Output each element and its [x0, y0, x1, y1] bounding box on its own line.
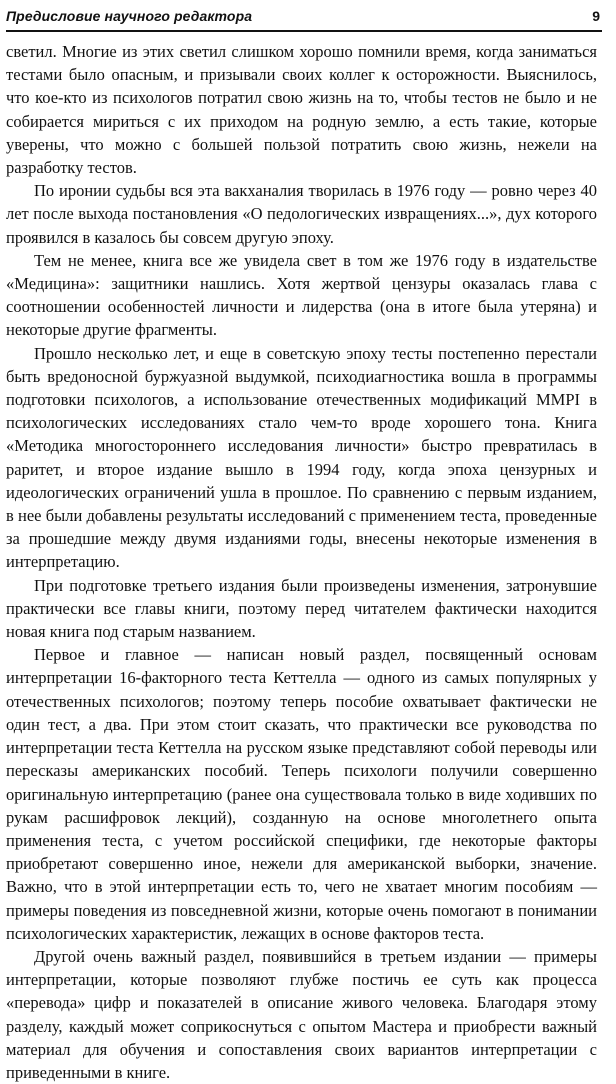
paragraph: По иронии судьбы вся эта вакханалия творилась в 1976 году — ровно через 40 лет после выхода постановления «О педологических извращениях...», дух которого проявился в казалось бы совсем другую эпоху.: [6, 181, 597, 247]
paragraph-continued: светил. Многие из этих светил слишком хорошо помнили время, когда заниматься тестами было опасным, и призывали своих коллег к осторожности. Выяснилось, что кое-кто из психологов потратил свою жизнь на то, чтобы тестов не было и не собирается мириться с их приходом на родную землю, а есть такие, которые уверены, что можно с большей пользой потратить свою жизнь, нежели на разработку тестов.: [6, 42, 597, 178]
running-header: [6, 4, 602, 32]
body-text: [6, 40, 597, 1084]
paragraph: Другой очень важный раздел, появившийся в третьем издании — примеры интерпретации, которые позволяют глубже постичь ее суть как процесса «перевода» цифр и показателей в описание живого человека. Благодаря этому разделу, каждый может соприкоснуться с опытом Мастера и приобрести важный материал для обучения и сопоставления своих вариантов интерпретации с приведенными в книге.: [6, 946, 597, 1082]
page-number: 9: [592, 8, 600, 24]
paragraph: При подготовке третьего издания были произведены изменения, затронувшие практически все главы книги, поэтому перед читателем фактически находится новая книга под старым названием.: [6, 575, 597, 642]
paragraph: Прошло несколько лет, и еще в советскую эпоху тесты постепенно перестали быть вредоносной буржуазной выдумкой, психодиагностика вошла в программы подготовки психологов, а использование отечественных модификаций MMPI в психологических исследованиях стало чем-то вроде хорошего тона. Книга «Методика многостороннего исследования личности» быстро превратилась в раритет, и второе издание вышло в 1994 году, когда эпоха цензурных и идеологических ограничений ушла в прошлое. По сравнению с первым изданием, в нее были добавлены результаты исследований с применением теста, проведенные за прошедшие между двумя изданиями годы, внесены некоторые изменения в интерпретацию.: [6, 343, 597, 572]
paragraph: Первое и главное — написан новый раздел, посвященный основам интерпретации 16-факторного теста Кеттелла — одного из самых популярных у отечественных психологов; поэтому теперь пособие охватывает фактически не один тест, а два. При этом стоит сказать, что практически все руководства по интерпретации теста Кеттелла на русском языке представляют собой переводы или пересказы американских пособий. Теперь психологи получили совершенно оригинальную интерпретацию (ранее она существовала только в виде ходивших по рукам расшифровок лекций), созданную на основе многолетнего опыта применения теста, с учетом российской специфики, где некоторые факторы приобретают совершенно иное, нежели для американской выборки, значение. Важно, что в этой интерпретации есть то, чего не хватает многим пособиям — примеры поведения из повседневной жизни, которые очень помогают в понимании психологических характеристик, лежащих в основе факторов теста.: [6, 645, 597, 943]
header-title: Предисловие научного редактора: [6, 8, 253, 24]
paragraph: Тем не менее, книга все же увидела свет в том же 1976 году в издательстве «Медицина»: защитники нашлись. Хотя жертвой цензуры оказалась глава с соотношении особенностей личности и лидерства (она в итоге была утеряна) и некоторые другие фрагменты.: [6, 250, 597, 340]
